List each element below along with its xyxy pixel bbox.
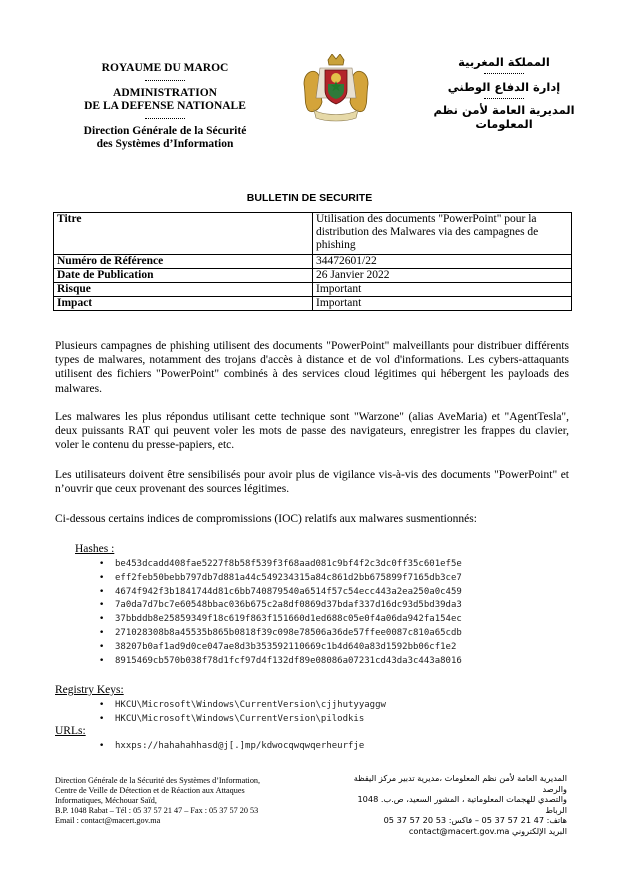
header-defense-ar: إدارة الدفاع الوطني [447, 80, 561, 94]
urls-label: URLs: [55, 725, 86, 737]
hashes-list [93, 558, 462, 668]
footer-line-ar: هاتف: 47 21 57 37 05 – فاكس: 53 20 57 37 05 [383, 815, 567, 826]
header-left-block [40, 62, 290, 152]
list-item: • HKCU\Microsoft\Windows\CurrentVersion\pilodkis [115, 713, 386, 727]
intro-paragraph: Plusieurs campagnes de phishing utilisent des documents "PowerPoint" malveillants pour distribuer différents types de malwares, notamment des trojans d'accès à distance et de vol d'informations. Les cybers-attaquants utilisent des fichiers "PowerPoint" combinés à des services cloud légitimes qui hébergent les payloads des malwares. [55, 340, 569, 395]
row-value-date: 26 Janvier 2022 [313, 269, 572, 283]
footer-line: B.P. 1048 Rabat – Tél : 05 37 57 21 47 – Fax : 05 37 57 20 53 [55, 806, 259, 815]
registry-list [93, 699, 386, 727]
footer-line: Informatiques, Méchouar Saïd, [55, 796, 157, 805]
header-defense: DE LA DEFENSE NATIONALE [84, 100, 246, 112]
table-row [54, 297, 572, 311]
hashes-label: Hashes : [75, 543, 115, 555]
footer-line: Centre de Veille de Détection et de Réaction aux Attaques [55, 786, 245, 795]
row-key-titre: Titre [54, 213, 313, 255]
row-value-impact: Important [313, 297, 572, 311]
footer-email-ar: البريد الإلكتروني contact@macert.gov.ma [408, 825, 567, 836]
footer-left [55, 776, 315, 826]
header-direction-2: des Systèmes d’Information [96, 138, 234, 150]
row-value-reference: 34472601/22 [313, 255, 572, 269]
malware-paragraph: Les malwares les plus répondus utilisant cette technique sont "Warzone" (alias AveMaria) et "AgentTesla", deux puissants RAT qui peuvent voler les mots de passe des navigateurs, enregistrer les frappes du clavier, voler le contenu du presse-papiers, etc. [55, 411, 569, 452]
list-item: • 37bbddb8e25859349f18c619f863f151660d1ed688c05e0f4a06da942fa154ec [115, 613, 462, 627]
table-row [54, 255, 572, 269]
list-item: • 271028308b8a45535b865b0818f39c098e78506a36de57ffee0087c810a65cdb [115, 627, 462, 641]
row-key-impact: Impact [54, 297, 313, 311]
footer-line-ar: والتصدي للهجمات المعلوماتية ، المشور السعيد، ص.ب. 1048 الرباط [357, 794, 567, 815]
header-direction: Direction Générale de la Sécurité [83, 124, 247, 137]
list-item: • be453dcadd408fae5227f8b58f539f3f68aad081c9bf4f2c3dc0ff35c601ef5e [115, 558, 462, 572]
row-key-risque: Risque [54, 283, 313, 297]
row-key-reference: Numéro de Référence [54, 255, 313, 269]
list-item: • 4674f942f3b1841744d81c6bb740879540a6514f57c54ecc443a2ea250a0c459 [115, 586, 462, 600]
list-item: • 7a0da7d7bc7e60548bbac036b675c2a8df0869d37bdaf337d16dc93d5bd39da3 [115, 599, 462, 613]
list-item: • 38207b0af1ad9d0ce047ae8d3b353592110669c1b4d640a83d1592bb06cf1e2 [115, 641, 462, 655]
row-value-titre: Utilisation des documents "PowerPoint" pour la distribution des Malwares via des campagnes de phishing [313, 213, 572, 255]
awareness-paragraph: Les utilisateurs doivent être sensibilisés pour avoir plus de vigilance vis-à-vis des documents "PowerPoint" et n’ouvrir que ceux provenant des sources légitimes. [55, 469, 569, 496]
list-item: • eff2feb50bebb797db7d881a44c549234315a84c861d2bb675899f7165db3ce7 [115, 572, 462, 586]
table-row [54, 269, 572, 283]
list-item: • hxxps://hahahahhasd@j[.]mp/kdwocqwqwqerheurfje [115, 740, 364, 754]
footer-email: Email : contact@macert.gov.ma [55, 816, 161, 825]
footer-line-ar: المديرية العامة لأمن نظم المعلومات ،مديرية تدبير مركز اليقظة والرصد [353, 773, 567, 794]
table-row [54, 283, 572, 297]
urls-list [93, 740, 364, 754]
footer-line: Direction Générale de la Sécurité des Systèmes d’Information, [55, 776, 261, 785]
table-row [54, 213, 572, 255]
header-right-block [419, 55, 589, 131]
footer-right [337, 773, 567, 837]
row-key-date: Date de Publication [54, 269, 313, 283]
header-direction-ar: المديرية العامة لأمن نظم المعلومات [433, 103, 575, 131]
header-kingdom-ar: المملكة المغربية [458, 55, 550, 69]
list-item: • 8915469cb570b038f78d1fcf97d4f132df89e08086a07231cd43da3c443a8016 [115, 655, 462, 669]
header-kingdom: ROYAUME DU MAROC [101, 62, 229, 74]
ioc-intro-paragraph: Ci-dessous certains indices de compromissions (IOC) relatifs aux malwares susmentionnés: [55, 513, 477, 525]
bulletin-info-table [53, 212, 572, 311]
coat-of-arms-icon [300, 54, 372, 124]
row-value-risque: Important [313, 283, 572, 297]
registry-label: Registry Keys: [55, 684, 124, 696]
bulletin-title: BULLETIN DE SECURITE [246, 192, 373, 204]
header-administration: ADMINISTRATION [113, 86, 217, 99]
list-item: • HKCU\Microsoft\Windows\CurrentVersion\cjjhutyyaggw [115, 699, 386, 713]
